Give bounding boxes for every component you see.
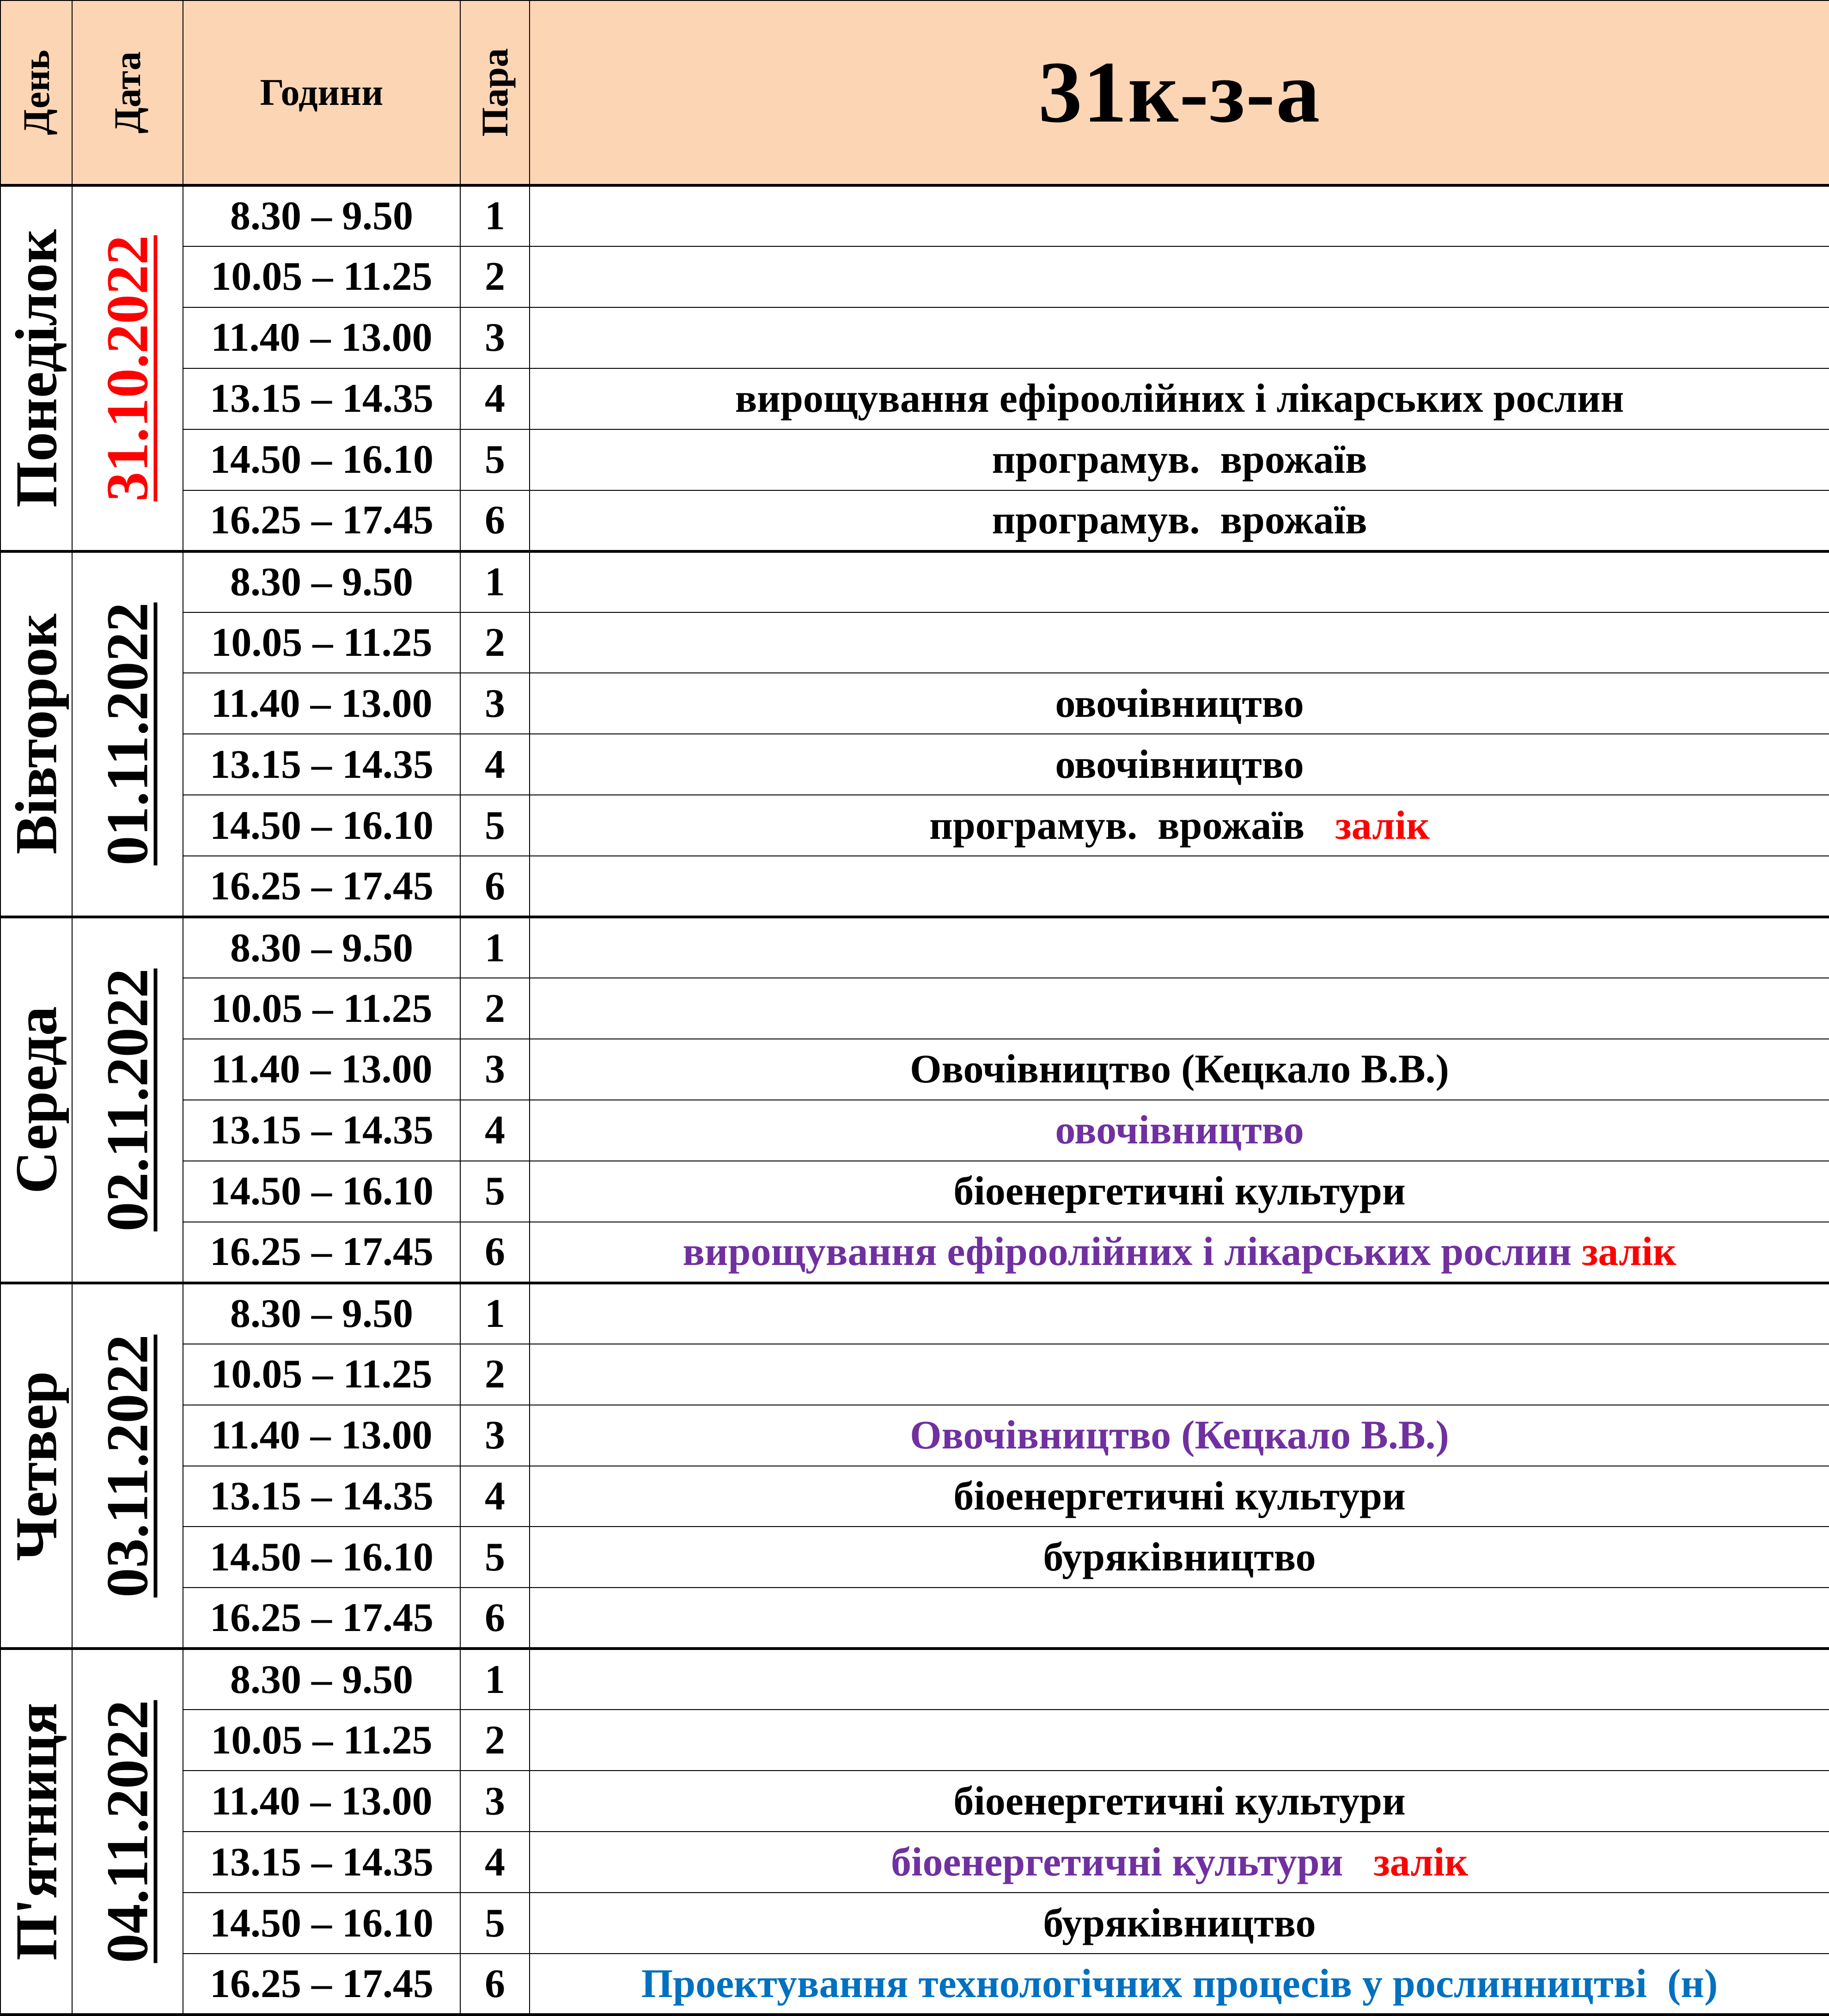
day-cell xyxy=(0,917,72,1283)
subject-cell xyxy=(530,1344,1829,1405)
subject-text: вирощування ефіроолійних і лікарських рослин xyxy=(735,376,1624,422)
time-cell: 8.30 – 9.50 xyxy=(183,185,460,246)
date-wrap xyxy=(73,187,183,550)
pair-number: 3 xyxy=(460,1039,530,1100)
day-date: 31.10.2022 xyxy=(94,235,160,501)
pair-number: 6 xyxy=(460,856,530,917)
schedule-row xyxy=(0,1832,1829,1893)
day-wrap xyxy=(1,1650,72,2013)
time-cell: 10.05 – 11.25 xyxy=(183,1710,460,1771)
time-cell: 14.50 – 16.10 xyxy=(183,1893,460,1954)
subject-cell xyxy=(530,734,1829,795)
pair-number: 2 xyxy=(460,1344,530,1405)
subject-cell xyxy=(530,246,1829,307)
pair-number: 1 xyxy=(460,551,530,612)
subject-cell xyxy=(530,1771,1829,1832)
subject-cell xyxy=(530,307,1829,368)
pair-number: 3 xyxy=(460,1405,530,1466)
time-cell: 11.40 – 13.00 xyxy=(183,1405,460,1466)
subject-cell xyxy=(530,917,1829,978)
time-cell: 16.25 – 17.45 xyxy=(183,1588,460,1649)
subject-cell xyxy=(530,185,1829,246)
day-date: 04.11.2022 xyxy=(94,1700,160,1963)
schedule-row xyxy=(0,246,1829,307)
subject-cell xyxy=(530,551,1829,612)
header-pair-label: Пара xyxy=(474,48,516,137)
day-cell xyxy=(0,551,72,917)
pair-number: 2 xyxy=(460,246,530,307)
day-block xyxy=(0,551,1829,917)
subject-cell xyxy=(530,1649,1829,1710)
subject-cell xyxy=(530,1222,1829,1283)
time-cell: 10.05 – 11.25 xyxy=(183,246,460,307)
schedule-row xyxy=(0,1222,1829,1283)
header-hours: Години xyxy=(183,0,460,185)
subject-cell xyxy=(530,1893,1829,1954)
schedule-row xyxy=(0,429,1829,490)
subject-cell xyxy=(530,1832,1829,1893)
time-cell: 16.25 – 17.45 xyxy=(183,490,460,551)
day-wrap xyxy=(1,1284,72,1648)
day-name: Четвер xyxy=(3,1371,69,1561)
group-title: 31к-з-а xyxy=(530,0,1829,185)
subject-text: програмув. врожаїв xyxy=(992,437,1367,483)
pair-number: 4 xyxy=(460,1832,530,1893)
day-name: Понеділок xyxy=(3,229,69,507)
date-wrap xyxy=(73,553,183,916)
pair-number: 4 xyxy=(460,1466,530,1527)
schedule-row xyxy=(0,1405,1829,1466)
header-day-label: День xyxy=(15,49,57,135)
subject-cell xyxy=(530,368,1829,429)
time-cell: 10.05 – 11.25 xyxy=(183,978,460,1039)
time-cell: 16.25 – 17.45 xyxy=(183,856,460,917)
date-cell xyxy=(72,551,183,917)
day-name: Середа xyxy=(3,1006,69,1194)
time-cell: 11.40 – 13.00 xyxy=(183,1771,460,1832)
pair-number: 5 xyxy=(460,1161,530,1222)
subject-cell xyxy=(530,429,1829,490)
schedule-row xyxy=(0,978,1829,1039)
schedule-row xyxy=(0,1649,1829,1710)
schedule-row xyxy=(0,1344,1829,1405)
time-cell: 11.40 – 13.00 xyxy=(183,673,460,734)
subject-cell xyxy=(530,612,1829,673)
subject-cell xyxy=(530,490,1829,551)
pair-number: 6 xyxy=(460,1588,530,1649)
day-block xyxy=(0,917,1829,1283)
time-cell: 10.05 – 11.25 xyxy=(183,612,460,673)
subject-cell xyxy=(530,1405,1829,1466)
schedule-row xyxy=(0,551,1829,612)
schedule-row xyxy=(0,1283,1829,1344)
time-cell: 8.30 – 9.50 xyxy=(183,551,460,612)
schedule-row xyxy=(0,368,1829,429)
schedule-row xyxy=(0,1039,1829,1100)
pair-number: 6 xyxy=(460,490,530,551)
date-cell xyxy=(72,1283,183,1649)
subject-text: Овочівництво (Кецкало В.В.) xyxy=(910,1047,1449,1092)
schedule-row xyxy=(0,673,1829,734)
schedule-row xyxy=(0,1893,1829,1954)
pair-number: 3 xyxy=(460,1771,530,1832)
subject-text: біоенергетичні культури xyxy=(953,1778,1406,1824)
schedule-row xyxy=(0,1100,1829,1161)
time-cell: 8.30 – 9.50 xyxy=(183,917,460,978)
subject-cell xyxy=(530,1466,1829,1527)
pair-number: 6 xyxy=(460,1954,530,2015)
pair-number: 5 xyxy=(460,429,530,490)
time-cell: 14.50 – 16.10 xyxy=(183,1527,460,1588)
subject-cell xyxy=(530,1039,1829,1100)
time-cell: 13.15 – 14.35 xyxy=(183,734,460,795)
schedule-row xyxy=(0,1771,1829,1832)
time-cell: 13.15 – 14.35 xyxy=(183,368,460,429)
subject-text: овочівництво xyxy=(1055,681,1304,726)
subject-text: програмув. врожаїв xyxy=(992,498,1367,543)
schedule-row xyxy=(0,1466,1829,1527)
schedule-row xyxy=(0,795,1829,856)
pair-number: 5 xyxy=(460,1527,530,1588)
subject-text: програмув. врожаїв xyxy=(929,803,1335,848)
subject-text: Проектування технологічних процесів у рослинництві (н) xyxy=(641,1961,1718,2006)
schedule-row xyxy=(0,1161,1829,1222)
date-cell xyxy=(72,185,183,551)
header-pair xyxy=(460,0,530,185)
subject-text: біоенергетичні культури xyxy=(891,1839,1374,1885)
time-cell: 13.15 – 14.35 xyxy=(183,1100,460,1161)
subject-text: залік xyxy=(1581,1229,1677,1275)
header-date xyxy=(72,0,183,185)
subject-cell xyxy=(530,1100,1829,1161)
pair-number: 2 xyxy=(460,978,530,1039)
date-wrap xyxy=(73,1650,183,2013)
schedule-row xyxy=(0,1710,1829,1771)
pair-number: 3 xyxy=(460,673,530,734)
date-cell xyxy=(72,917,183,1283)
header-date-label: Дата xyxy=(106,51,148,134)
time-cell: 16.25 – 17.45 xyxy=(183,1954,460,2015)
subject-text: буряківництво xyxy=(1043,1534,1316,1580)
day-name: П'ятниця xyxy=(3,1703,69,1961)
schedule-row xyxy=(0,1954,1829,2015)
day-cell xyxy=(0,1649,72,2015)
time-cell: 11.40 – 13.00 xyxy=(183,1039,460,1100)
pair-number: 6 xyxy=(460,1222,530,1283)
subject-cell xyxy=(530,673,1829,734)
subject-text: овочівництво xyxy=(1055,1108,1304,1153)
subject-cell xyxy=(530,1161,1829,1222)
day-wrap xyxy=(1,918,72,1282)
subject-cell xyxy=(530,1283,1829,1344)
subject-cell xyxy=(530,856,1829,917)
day-date: 02.11.2022 xyxy=(94,968,160,1232)
pair-number: 1 xyxy=(460,185,530,246)
pair-number: 2 xyxy=(460,1710,530,1771)
day-cell xyxy=(0,1283,72,1649)
schedule-row xyxy=(0,490,1829,551)
pair-number: 5 xyxy=(460,795,530,856)
subject-text: біоенергетичні культури xyxy=(953,1169,1406,1214)
day-wrap xyxy=(1,553,72,916)
day-block xyxy=(0,185,1829,551)
pair-number: 4 xyxy=(460,1100,530,1161)
subject-cell xyxy=(530,1527,1829,1588)
date-wrap xyxy=(73,918,183,1282)
schedule-row xyxy=(0,612,1829,673)
pair-number: 1 xyxy=(460,1283,530,1344)
time-cell: 8.30 – 9.50 xyxy=(183,1649,460,1710)
time-cell: 10.05 – 11.25 xyxy=(183,1344,460,1405)
time-cell: 11.40 – 13.00 xyxy=(183,307,460,368)
pair-number: 4 xyxy=(460,734,530,795)
day-block xyxy=(0,1649,1829,2015)
header-row xyxy=(0,0,1829,185)
subject-cell xyxy=(530,795,1829,856)
schedule-row xyxy=(0,856,1829,917)
day-wrap xyxy=(1,187,72,550)
pair-number: 1 xyxy=(460,1649,530,1710)
header-day xyxy=(0,0,72,185)
schedule-row xyxy=(0,1588,1829,1649)
day-block xyxy=(0,1283,1829,1649)
schedule-row xyxy=(0,1527,1829,1588)
day-name: Вівторок xyxy=(3,613,69,855)
subject-text: овочівництво xyxy=(1055,742,1304,787)
schedule-row xyxy=(0,185,1829,246)
time-cell: 13.15 – 14.35 xyxy=(183,1466,460,1527)
day-date: 03.11.2022 xyxy=(94,1334,160,1598)
subject-cell xyxy=(530,1954,1829,2015)
time-cell: 13.15 – 14.35 xyxy=(183,1832,460,1893)
date-cell xyxy=(72,1649,183,2015)
subject-cell xyxy=(530,1588,1829,1649)
time-cell: 8.30 – 9.50 xyxy=(183,1283,460,1344)
subject-text: біоенергетичні культури xyxy=(953,1474,1406,1519)
pair-number: 3 xyxy=(460,307,530,368)
subject-cell xyxy=(530,978,1829,1039)
time-cell: 14.50 – 16.10 xyxy=(183,429,460,490)
subject-text: вирощування ефіроолійних і лікарських рослин xyxy=(683,1229,1582,1275)
subject-text: буряківництво xyxy=(1043,1900,1316,1946)
day-cell xyxy=(0,185,72,551)
time-cell: 14.50 – 16.10 xyxy=(183,795,460,856)
pair-number: 5 xyxy=(460,1893,530,1954)
time-cell: 16.25 – 17.45 xyxy=(183,1222,460,1283)
pair-number: 4 xyxy=(460,368,530,429)
time-cell: 14.50 – 16.10 xyxy=(183,1161,460,1222)
schedule-row xyxy=(0,734,1829,795)
subject-text: залік xyxy=(1373,1839,1468,1885)
subject-text: Овочівництво (Кецкало В.В.) xyxy=(910,1413,1449,1458)
pair-number: 1 xyxy=(460,917,530,978)
date-wrap xyxy=(73,1284,183,1648)
schedule-row xyxy=(0,307,1829,368)
schedule-row xyxy=(0,917,1829,978)
day-date: 01.11.2022 xyxy=(94,602,160,866)
pair-number: 2 xyxy=(460,612,530,673)
subject-text: залік xyxy=(1335,803,1430,848)
subject-cell xyxy=(530,1710,1829,1771)
